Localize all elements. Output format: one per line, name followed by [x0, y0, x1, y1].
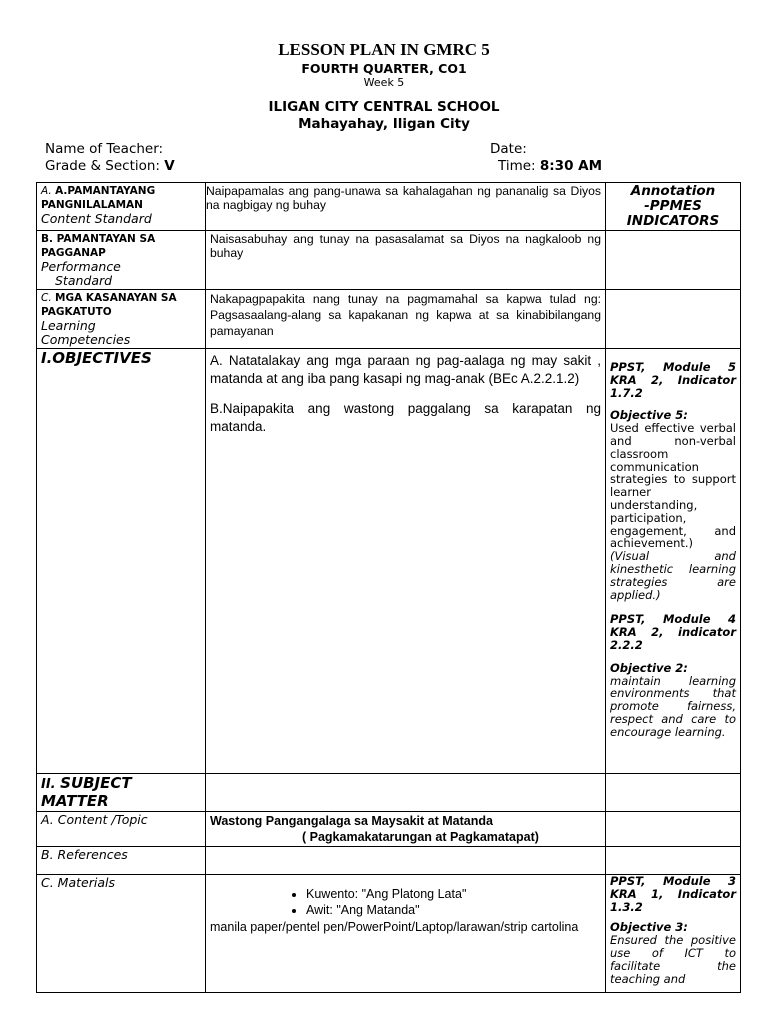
- content-topic-line2: ( Pagkamakatarungan at Pagkamatapat): [302, 830, 539, 844]
- row-prefix: C.: [41, 292, 56, 304]
- grade-field: [45, 158, 175, 174]
- list-item: • Kuwento: "Ang Platong Lata": [306, 886, 601, 902]
- table-row: [37, 812, 741, 847]
- objectives-label-cell: [37, 349, 206, 774]
- row-prefix: A.: [41, 185, 56, 197]
- competencies-sub2: Competencies: [41, 332, 131, 347]
- objective-5-label: Objective 5:: [610, 408, 688, 423]
- empty-cell: [606, 290, 741, 349]
- table-row: [37, 774, 741, 812]
- references-label-cell: [37, 847, 206, 875]
- materials-annotation-cell: [606, 875, 741, 993]
- date-label: Date:: [490, 141, 527, 157]
- objective-3-label: Objective 3:: [610, 920, 688, 935]
- objective-2-label: Objective 2:: [610, 660, 688, 675]
- empty-cell: [606, 812, 741, 847]
- content-topic-line1: Wastong Pangangalaga sa Maysakit at Matanda: [210, 814, 493, 828]
- table-row: [37, 231, 741, 290]
- time-label: Time:: [498, 158, 540, 174]
- date-field: [490, 141, 527, 157]
- list-item: • Awit: "Ang Matanda": [306, 902, 601, 918]
- table-row: [37, 290, 741, 349]
- performance-standard-text-cell: [206, 231, 606, 290]
- content-topic-cell: [206, 812, 606, 847]
- document-title: LESSON PLAN IN GMRC 5: [278, 40, 490, 59]
- objective-a: A. Natatalakay ang mga paraan ng pag-aalaga ng may sakit , matanda at ang iba pang kasapi ng mag-anak (BEc A.2.2.1.2): [210, 353, 601, 386]
- performance-standard-label: B. PAMANTAYAN SA PAGGANAP: [41, 233, 156, 259]
- week-line: Week 5: [363, 76, 405, 89]
- time-value: 8:30 AM: [539, 158, 603, 174]
- content-topic-label-cell: [37, 812, 206, 847]
- competencies-label: MGA KASANAYAN SA PAGKATUTO: [41, 292, 177, 318]
- time-field: [498, 158, 602, 174]
- table-row: [37, 349, 741, 774]
- subject-matter-label-cell: [37, 774, 206, 812]
- objectives-label: I.OBJECTIVES: [41, 349, 152, 367]
- objectives-text-cell: [206, 349, 606, 774]
- empty-cell: [606, 774, 741, 812]
- grade-label: Grade & Section:: [45, 158, 165, 174]
- subject-matter-label: SUBJECT MATTER: [41, 774, 132, 810]
- annotation-subheader: -PPMES INDICATORS: [626, 198, 720, 229]
- content-standard-label-cell: [37, 183, 206, 231]
- performance-standard-text: Naisasabuhay ang tunay na pasasalamat sa Diyos na nagkaloob ng buhay: [210, 232, 601, 260]
- teacher-field: [45, 141, 163, 157]
- objective-3-text: Ensured the positive use of ICT to facilitate the teaching and: [610, 933, 736, 986]
- table-row: [37, 847, 741, 875]
- performance-standard-sub2: Standard: [55, 273, 113, 288]
- materials-label-cell: [37, 875, 206, 993]
- competencies-sub1: Learning: [41, 318, 96, 333]
- content-standard-sub: Content Standard: [41, 211, 152, 226]
- materials-line: manila paper/pentel pen/PowerPoint/Laptop/larawan/strip cartolina: [210, 920, 579, 934]
- empty-cell: [606, 847, 741, 875]
- quarter-line: FOURTH QUARTER, CO1: [301, 61, 467, 76]
- competencies-text-cell: [206, 290, 606, 349]
- materials-list: [210, 886, 601, 918]
- annotation-header-cell: [606, 183, 741, 231]
- school-name: ILIGAN CITY CENTRAL SCHOOL: [268, 99, 500, 115]
- materials-cell: [206, 875, 606, 993]
- content-standard-text-cell: [206, 183, 606, 231]
- ppst-module-4: PPST, Module 4 KRA 2, indicator 2.2.2: [610, 612, 736, 652]
- subject-matter-prefix: II.: [41, 777, 61, 792]
- competencies-text: Nakapagpapakita nang tunay na pagmamahal sa kapwa tulad ng: Pagsasaalang-alang sa kapakanan ng kapwa at sa kinabibilangang pamayanan: [210, 292, 601, 338]
- performance-standard-label-cell: [37, 231, 206, 290]
- objectives-annotation-cell: [606, 349, 741, 774]
- content-standard-text: Naipapamalas ang pang-unawa sa kahalagahan ng pananalig sa Diyos na nagbigay ng buhay: [206, 184, 601, 212]
- ppst-module-3: PPST, Module 3 KRA 1, Indicator 1.3.2: [610, 874, 736, 914]
- ppst-module-5: PPST, Module 5 KRA 2, Indicator 1.7.2: [610, 360, 736, 400]
- grade-value: V: [164, 158, 175, 174]
- content-standard-label: A.PAMANTAYANG PANGNILALAMAN: [41, 185, 156, 211]
- empty-cell: [606, 231, 741, 290]
- objective-b: B.Naipapakita ang wastong paggalang sa karapatan ng matanda.: [210, 401, 601, 434]
- empty-cell: [206, 847, 606, 875]
- objective-5-note: (Visual and kinesthetic learning strategies are applied.): [610, 549, 736, 602]
- objective-5-text: Used effective verbal and non-verbal classroom communication strategies to support learner understanding, participation, engagement, and achievement.): [610, 421, 736, 551]
- table-row: [37, 875, 741, 993]
- empty-cell: [206, 774, 606, 812]
- references-label: B. References: [41, 847, 128, 862]
- content-topic-label: A. Content /Topic: [41, 812, 148, 827]
- objective-2-text: maintain learning environments that promote fairness, respect and care to encourage learning.: [610, 673, 736, 739]
- lesson-plan-table: [36, 182, 741, 993]
- school-address: Mahayahay, Iligan City: [298, 116, 470, 132]
- materials-label: C. Materials: [41, 875, 115, 890]
- annotation-header: Annotation: [630, 183, 716, 199]
- table-row: [37, 183, 741, 231]
- competencies-label-cell: [37, 290, 206, 349]
- teacher-label: Name of Teacher:: [45, 141, 164, 157]
- performance-standard-sub1: Performance: [41, 259, 121, 274]
